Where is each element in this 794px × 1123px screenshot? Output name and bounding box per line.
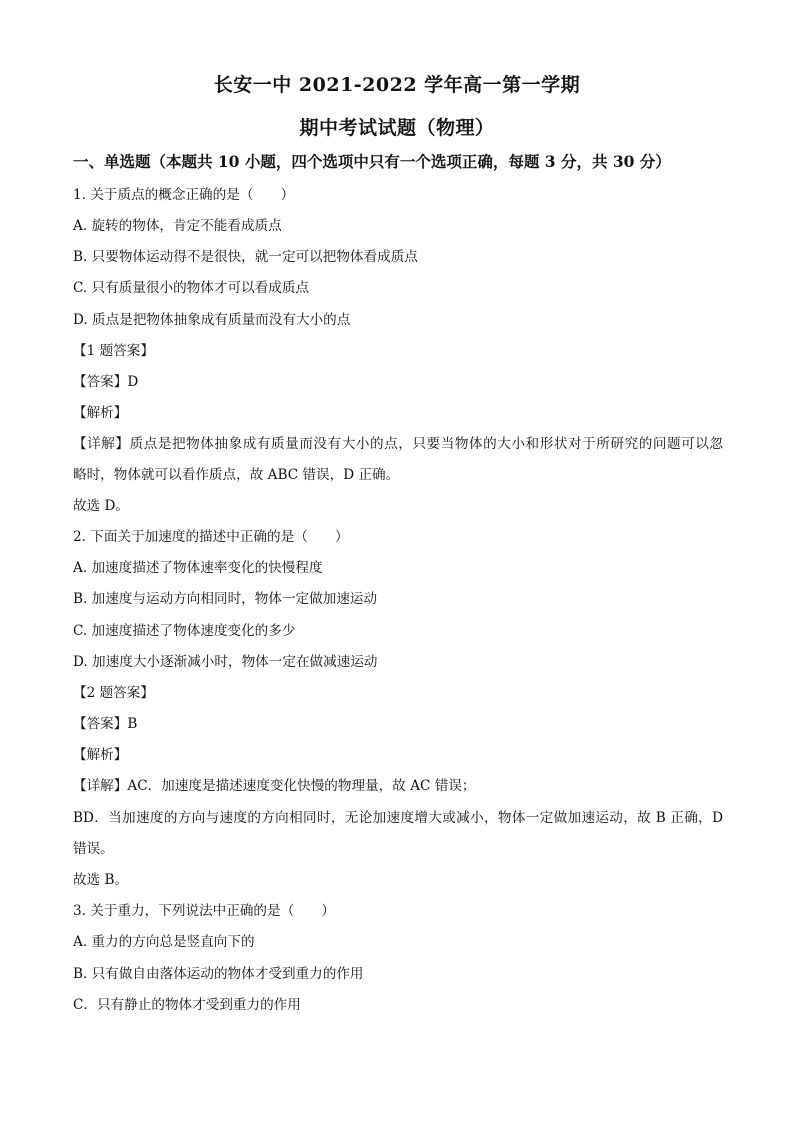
q1-option-c: C. 只有质量很小的物体才可以看成质点	[73, 280, 310, 296]
q1-option-d: D. 质点是把物体抽象成有质量而没有大小的点	[73, 312, 351, 328]
section-heading: 一、单选题（本题共 10 小题，四个选项中只有一个选项正确，每题 3 分，共 30 分）	[73, 152, 671, 171]
q2-detail-line1: 【详解】AC．加速度是描述速度变化快慢的物理量，故 AC 错误；	[73, 778, 476, 794]
q2-stem: 2. 下面关于加速度的描述中正确的是（ ）	[73, 529, 349, 545]
q2-option-c: C. 加速度描述了物体速度变化的多少	[73, 623, 296, 639]
q3-option-b: B. 只有做自由落体运动的物体才受到重力的作用	[73, 966, 364, 982]
q1-stem: 1. 关于质点的概念正确的是（ ）	[73, 187, 295, 203]
q1-option-a: A. 旋转的物体，肯定不能看成质点	[73, 218, 282, 234]
exam-title: 长安一中 2021-2022 学年高一第一学期	[213, 74, 581, 96]
q2-answer-header: 【2 题答案】	[73, 685, 154, 701]
exam-subtitle: 期中考试试题（物理）	[299, 117, 495, 139]
q2-option-a: A. 加速度描述了物体速率变化的快慢程度	[73, 560, 323, 576]
q3-stem: 3. 关于重力，下列说法中正确的是（ ）	[73, 903, 335, 919]
q2-option-b: B. 加速度与运动方向相同时，物体一定做加速运动	[73, 591, 378, 607]
q1-answer-header: 【1 题答案】	[73, 343, 154, 359]
q1-analysis-label: 【解析】	[73, 405, 128, 421]
q1-option-b: B. 只要物体运动得不是很快，就一定可以把物体看成质点	[73, 249, 418, 265]
q1-detail-line2: 略时，物体就可以看作质点，故 ABC 错误，D 正确。	[73, 467, 400, 483]
q2-option-d: D. 加速度大小逐渐减小时，物体一定在做减速运动	[73, 654, 378, 670]
q2-detail-line2: BD．当加速度的方向与速度的方向相同时，无论加速度增大或减小，物体一定做加速运动，故 B 正确，D	[73, 810, 723, 826]
q3-option-c: C．只有静止的物体才受到重力的作用	[73, 997, 301, 1013]
q2-conclusion: 故选 B。	[73, 872, 129, 888]
q1-detail-line1: 【详解】质点是把物体抽象成有质量而没有大小的点，只要当物体的大小和形状对于所研究的问题可以忽	[73, 436, 723, 452]
q1-conclusion: 故选 D。	[73, 498, 130, 514]
q2-analysis-label: 【解析】	[73, 747, 128, 763]
q2-answer: 【答案】B	[73, 716, 138, 732]
q3-option-a: A. 重力的方向总是竖直向下的	[73, 934, 255, 950]
q1-answer: 【答案】D	[73, 374, 139, 390]
q2-detail-line3: 错误。	[73, 841, 114, 857]
